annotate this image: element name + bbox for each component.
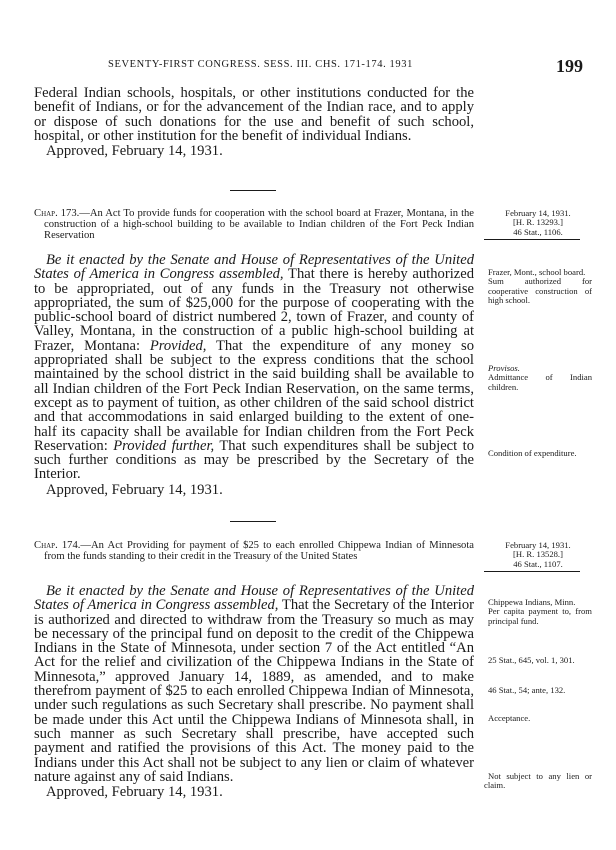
ch173-heading	[34, 208, 474, 242]
ch173-proviso-further: Provided further,	[113, 437, 215, 454]
ch173-label: Chap. 173.	[34, 208, 80, 219]
ch174-note-2: Per capita payment to, from principal fund.	[488, 606, 592, 626]
ch173-body	[34, 253, 474, 497]
ch173-note-3: Provisos. Admittance of Indian children.	[488, 363, 592, 392]
ch174-note-3: 25 Stat., 645, vol. 1, 301.	[488, 655, 575, 665]
ch173-provisos-label: Provisos.	[488, 363, 520, 373]
approval-line-1: Approved, February 14, 1931.	[46, 143, 223, 160]
ch173-note-2: Sum authorized for cooperative construction of high school.	[488, 276, 592, 306]
page-number: 199	[556, 56, 583, 76]
ch173-enactment: Be it enacted by the Senate and House of Representatives of the United States of America in Congress assembled, That there is hereby authorized to be appropriated, out of any funds in the Treasury not otherwise appropriated, the sum of $25,000 for the purpose of cooperating with the public-school board of district numbered 2, town of Frazer, and county of Valley, Montana, in the construction of a public high-school building at Frazer, Montana: Provided, That the expenditure of any money so appropriated shall be subject to the express conditions that the school maintained by the school district in the said building shall be available to all Indian children of the Fort Peck Indian Reservation, on the same terms, except as to payment of tuition, as other children of the said school district and that accommodations in said enlarged building to the extent of one-half its capacity shall be available for Indian children from the Fort Peck Reservation: Provided further, That such expenditures shall be subject to such further conditions as may be prescribed by the Secretary of the Interior.	[34, 252, 475, 483]
ch173-stat: 46 Stat., 1106.	[513, 226, 563, 237]
ch174-heading	[34, 540, 474, 562]
section-divider-2	[230, 521, 276, 522]
continuation-section	[34, 86, 474, 158]
ch174-title: —An Act Providing for payment of $25 to each enrolled Chippewa Indian of Minnesota from the funds standing to their credit in the Treasury of the United States	[44, 540, 475, 563]
section-divider-1	[230, 190, 276, 191]
ch173-note-1: Frazer, Mont., school board. Sum authorized for cooperative construction of high school.	[484, 268, 592, 306]
ch173-note-4: Condition of expenditure.	[488, 448, 577, 458]
ch174-bill: [H. R. 13528.]	[513, 549, 563, 560]
ch174-margin-rule	[484, 571, 580, 572]
ch174-note-5: Acceptance.	[488, 713, 531, 723]
ch174-note-6: Not subject to any lien or claim.	[484, 771, 592, 791]
ch174-stat: 46 Stat., 1107.	[513, 558, 563, 569]
ch173-proviso: Provided,	[149, 337, 207, 354]
ch174-body	[34, 584, 474, 799]
ch173-margin-rule	[484, 239, 580, 240]
ch174-enacting-clause: Be it enacted by the Senate and House of Representatives of the United States of America in Congress assembled,	[34, 583, 474, 614]
ch174-margin-head	[484, 541, 592, 572]
ch173-margin-head	[484, 209, 592, 240]
ch173-bill: [H. R. 13293.]	[513, 217, 563, 228]
running-head: SEVENTY-FIRST CONGRESS. SESS. III. CHS. 171-174. 1931	[108, 59, 413, 70]
ch173-enacting-clause: Be it enacted by the Senate and House of Representatives of the United States of America in Congress assembled,	[34, 252, 474, 283]
approval-line-2: Approved, February 14, 1931.	[46, 481, 223, 498]
ch174-label: Chap. 174.	[34, 540, 81, 551]
ch174-note-4: 46 Stat., 54; ante, 132.	[488, 685, 566, 695]
ch174-note-1: Chippewa Indians, Minn. Per capita payment to, from principal fund.	[484, 598, 592, 626]
page-header	[0, 56, 616, 78]
ch173-date: February 14, 1931.	[505, 208, 571, 218]
top-paragraph: Federal Indian schools, hospitals, or other institutions conducted for the benefit of Indians, or for the advancement of the Indian race, and to apply or dispose of such donations for the use and benefit of such school, hospital, or other institution for the benefit of individual Indians.	[34, 85, 474, 144]
ch173-title: —An Act To provide funds for cooperation with the school board at Frazer, Montana, in the construction of a high-school building to be available to Indian children of the Fort Peck Indian Reservation	[44, 208, 475, 242]
approval-line-3: Approved, February 14, 1931.	[46, 784, 223, 801]
ch174-date: February 14, 1931.	[505, 540, 571, 550]
ch174-enactment: Be it enacted by the Senate and House of Representatives of the United States of America in Congress assembled, That the Secretary of the Interior is authorized and directed to withdraw from the Treasury so much as may be necessary of the principal fund on deposit to the credit of the Chippewa Indians in the State of Minnesota, under section 7 of the Act entitled “An Act for the relief and civilization of the Chippewa Indians in the State of Minnesota,” approved January 14, 1889, as amended, and to make therefrom payment of $25 to each enrolled Chippewa Indian of Minnesota, under such regulations as such Secretary shall prescribe. No payment shall be made under this Act until the Chippewa Indians of Minnesota shall, in such manner as such Secretary shall prescribe, have accepted such payment and ratified the provisions of this Act. The money paid to the Indians under this Act shall not be subject to any lien or claim of whatever nature against any of said Indians.	[34, 583, 474, 785]
